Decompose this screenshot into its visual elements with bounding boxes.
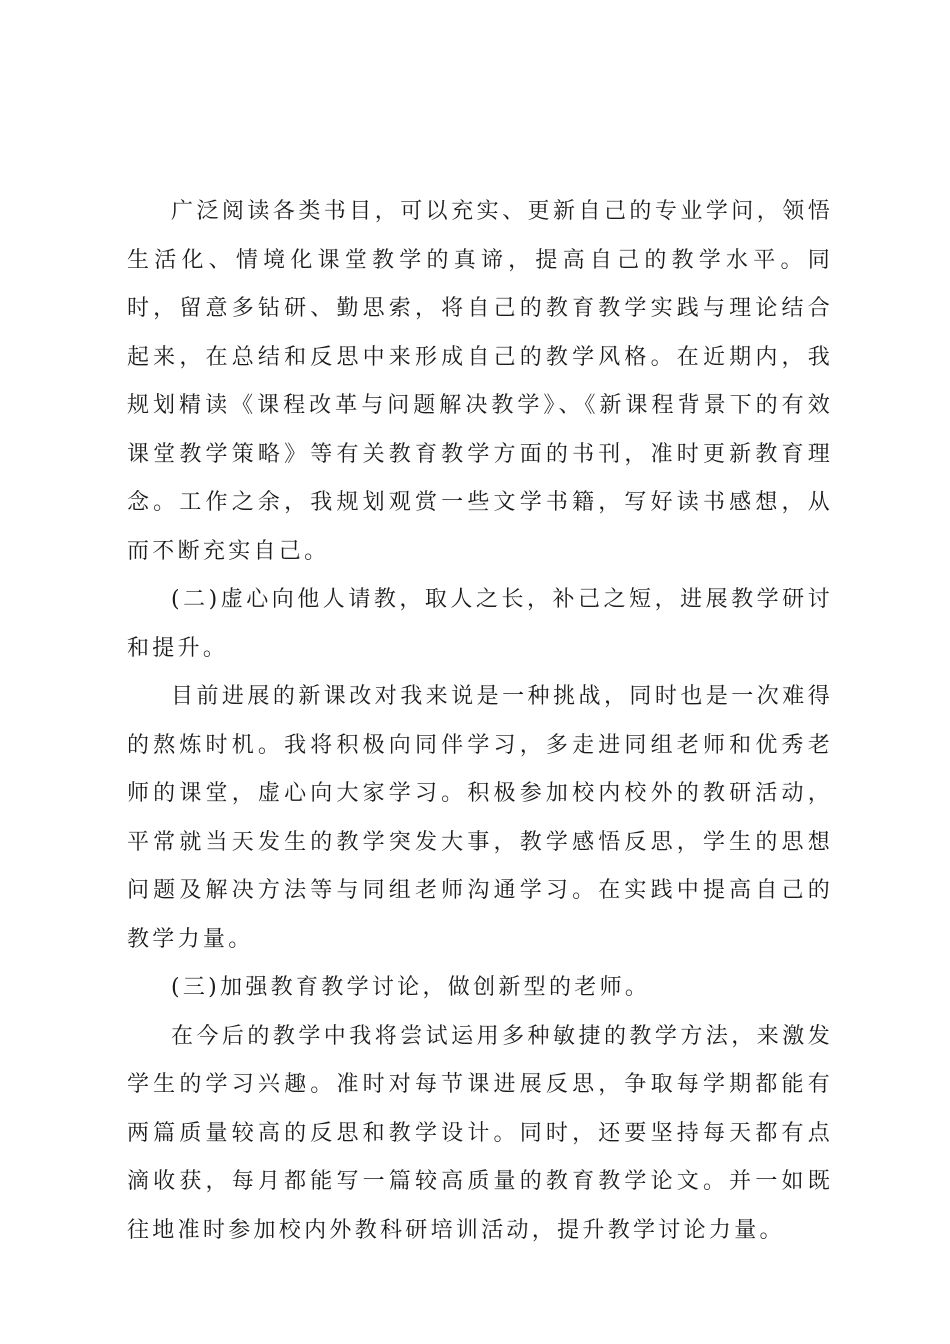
section-heading-2: (二)虚心向他人请教，取人之长，补己之短，进展教学研讨和提升。 (127, 587, 833, 661)
document-body (127, 188, 833, 1255)
paragraph-teaching-research: 在今后的教学中我将尝试运用多种敏捷的教学方法，来激发学生的学习兴趣。准时对每节课进展反思，争取每学期都能有两篇质量较高的反思和教学设计。同时，还要坚持每天都有点滴收获，每月都能写一篇较高质量的教育教学论文。并一如既往地准时参加校内外教科研培训活动，提升教学讨论力量。 (127, 1023, 833, 1243)
paragraph-peer-learning: 目前进展的新课改对我来说是一种挑战，同时也是一次难得的熬炼时机。我将积极向同伴学习，多走进同组老师和优秀老师的课堂，虚心向大家学习。积极参加校内校外的教研活动，平常就当天发生的教学突发大事，教学感悟反思，学生的思想问题及解决方法等与同组老师沟通学习。在实践中提高自己的教学力量。 (127, 684, 833, 952)
section-heading-3: (三)加强教育教学讨论，做创新型的老师。 (171, 975, 651, 1000)
paragraph-reading-plan: 广泛阅读各类书目，可以充实、更新自己的专业学问，领悟生活化、情境化课堂教学的真谛，提高自己的教学水平。同时，留意多钻研、勤思索，将自己的教育教学实践与理论结合起来，在总结和反思中来形成自己的教学风格。在近期内，我规划精读《课程改革与问题解决教学》、《新课程背景下的有效课堂教学策略》等有关教育教学方面的书刊，准时更新教育理念。工作之余，我规划观赏一些文学书籍，写好读书感想，从而不断充实自己。 (127, 199, 833, 564)
